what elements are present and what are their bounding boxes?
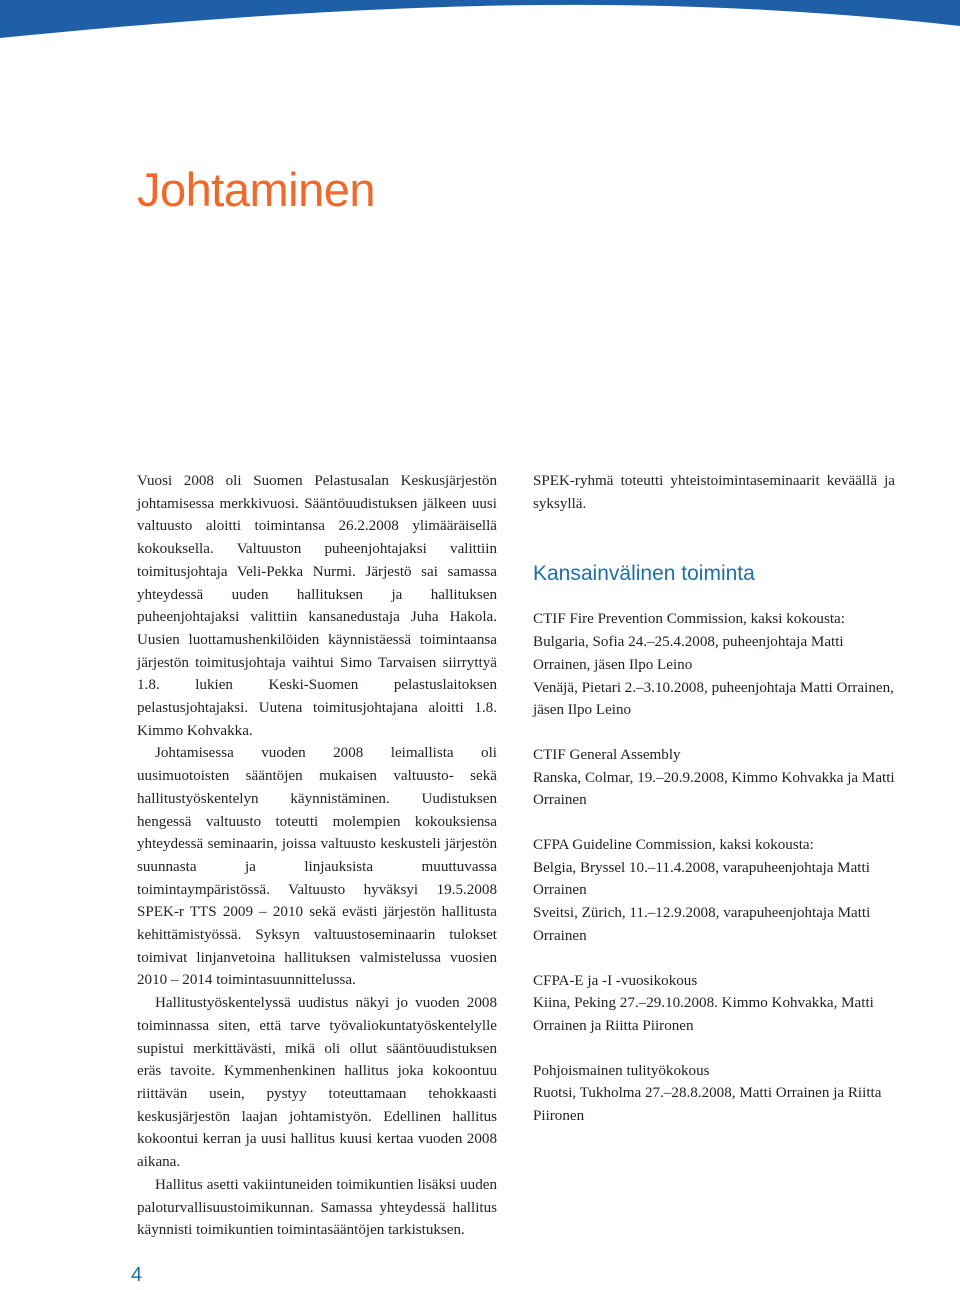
event-title: Pohjoismainen tulityökokous (533, 1062, 710, 1079)
event-title: CFPA-E ja -I -vuosikokous (533, 972, 698, 989)
intro-paragraph: SPEK-ryhmä toteutti yhteistoimintaseminaarit keväällä ja syksyllä. (533, 473, 895, 512)
event-detail: Ruotsi, Tukholma 27.–28.8.2008, Matti Orrainen ja Riitta Piironen (533, 1085, 882, 1125)
event-entry (533, 1060, 895, 1128)
left-column (137, 470, 497, 1242)
event-detail: Belgia, Bryssel 10.–11.4.2008, varapuheenjohtaja Matti Orrainen (533, 859, 870, 899)
event-entry (533, 970, 895, 1038)
paragraph: Vuosi 2008 oli Suomen Pelastusalan Keskusjärjestön johtamisessa merkkivuosi. Sääntöuudistuksen jälkeen uusi valtuusto aloitti toimintansa 26.2.2008 ylimääräisellä kokouksella. Valtuuston puheenjohtajaksi valittiin toimitusjohtaja Veli-Pekka Nurmi. Järjestö sai samassa yhteydessä uuden hallituksen ja hallituksen puheenjohtajaksi valittiin kansanedustaja Juha Hakola. Uusien luottamushenkilöiden käynnistäessä toimintaansa järjestön toimitusjohtaja vaihtui Simo Tarvaisen siirryttyä 1.8. lukien Keski-Suomen pelastuslaitoksen pelastusjohtajaksi. Uutena toimitusjohtajana aloitti 1.8. Kimmo Kohvakka. (137, 473, 497, 739)
right-column (533, 470, 895, 1150)
event-detail: Bulgaria, Sofia 24.–25.4.2008, puheenjohtaja Matti Orrainen, jäsen Ilpo Leino (533, 634, 844, 673)
event-detail: Kiina, Peking 27.–29.10.2008. Kimmo Kohvakka, Matti Orrainen ja Riitta Piironen (533, 995, 874, 1034)
event-entry (533, 608, 895, 722)
page-title: Johtaminen (137, 163, 375, 216)
paragraph: Johtamisessa vuoden 2008 leimallista oli uusimuotoisten sääntöjen mukaisen valtuusto- sekä hallitustyöskentelyn käynnistäminen. Uudistuksen hengessä valtuusto toteutti molempien kokouksiensa yhteydessä seminaarin, joissa valtuusto keskusteli järjestön suunnasta ja linjauksista muuttuvassa toimintaympäristössä. Valtuusto hyväksyi 19.5.2008 SPEK-r TTS 2009 – 2010 sekä evästi järjestön hallitusta kehittämistyössä. Syksyn valtuustoseminaarin tulokset toimivat linjanvetoina hallituksen valmistelussa vuosien 2010 – 2014 toimintasuunnittelussa. (137, 745, 497, 989)
paragraph: Hallitus asetti vakiintuneiden toimikuntien lisäksi uuden paloturvallisuustoimikunnan. Samassa yhteydessä hallitus käynnisti toimikuntien toimintasääntöjen tarkistuksen. (137, 1176, 497, 1239)
header-wave-shape (0, 0, 960, 38)
event-detail: Sveitsi, Zürich, 11.–12.9.2008, varapuheenjohtaja Matti Orrainen (533, 905, 871, 944)
event-entry (533, 744, 895, 812)
header-wave-decoration (0, 0, 960, 42)
event-detail: Ranska, Colmar, 19.–20.9.2008, Kimmo Kohvakka ja Matti Orrainen (533, 769, 895, 809)
event-title: CTIF Fire Prevention Commission, kaksi kokousta: (533, 611, 845, 628)
section-heading: Kansainvälinen toiminta (533, 562, 755, 586)
paragraph: Hallitustyöskentelyssä uudistus näkyi jo vuoden 2008 toiminnassa siten, että tarve työvaliokuntatyöskentelylle supistui merkittävästi, mikä oli ollut sääntöuudistuksen eräs tavoite. Kymmenhenkinen hallitus joka kokoontuu riittävän usein, pystyy toteuttamaan tehokkaasti keskusjärjestön laajan johtamistyön. Edellinen hallitus kokoontui kerran ja uusi hallitus kuusi kertaa vuoden 2008 aikana. (137, 995, 497, 1171)
event-title: CTIF General Assembly (533, 746, 681, 763)
page-number: 4 (131, 1264, 143, 1286)
event-detail: Venäjä, Pietari 2.–3.10.2008, puheenjohtaja Matti Orrainen, jäsen Ilpo Leino (533, 679, 894, 719)
event-entry (533, 834, 895, 948)
event-title: CFPA Guideline Commission, kaksi kokousta: (533, 837, 814, 854)
